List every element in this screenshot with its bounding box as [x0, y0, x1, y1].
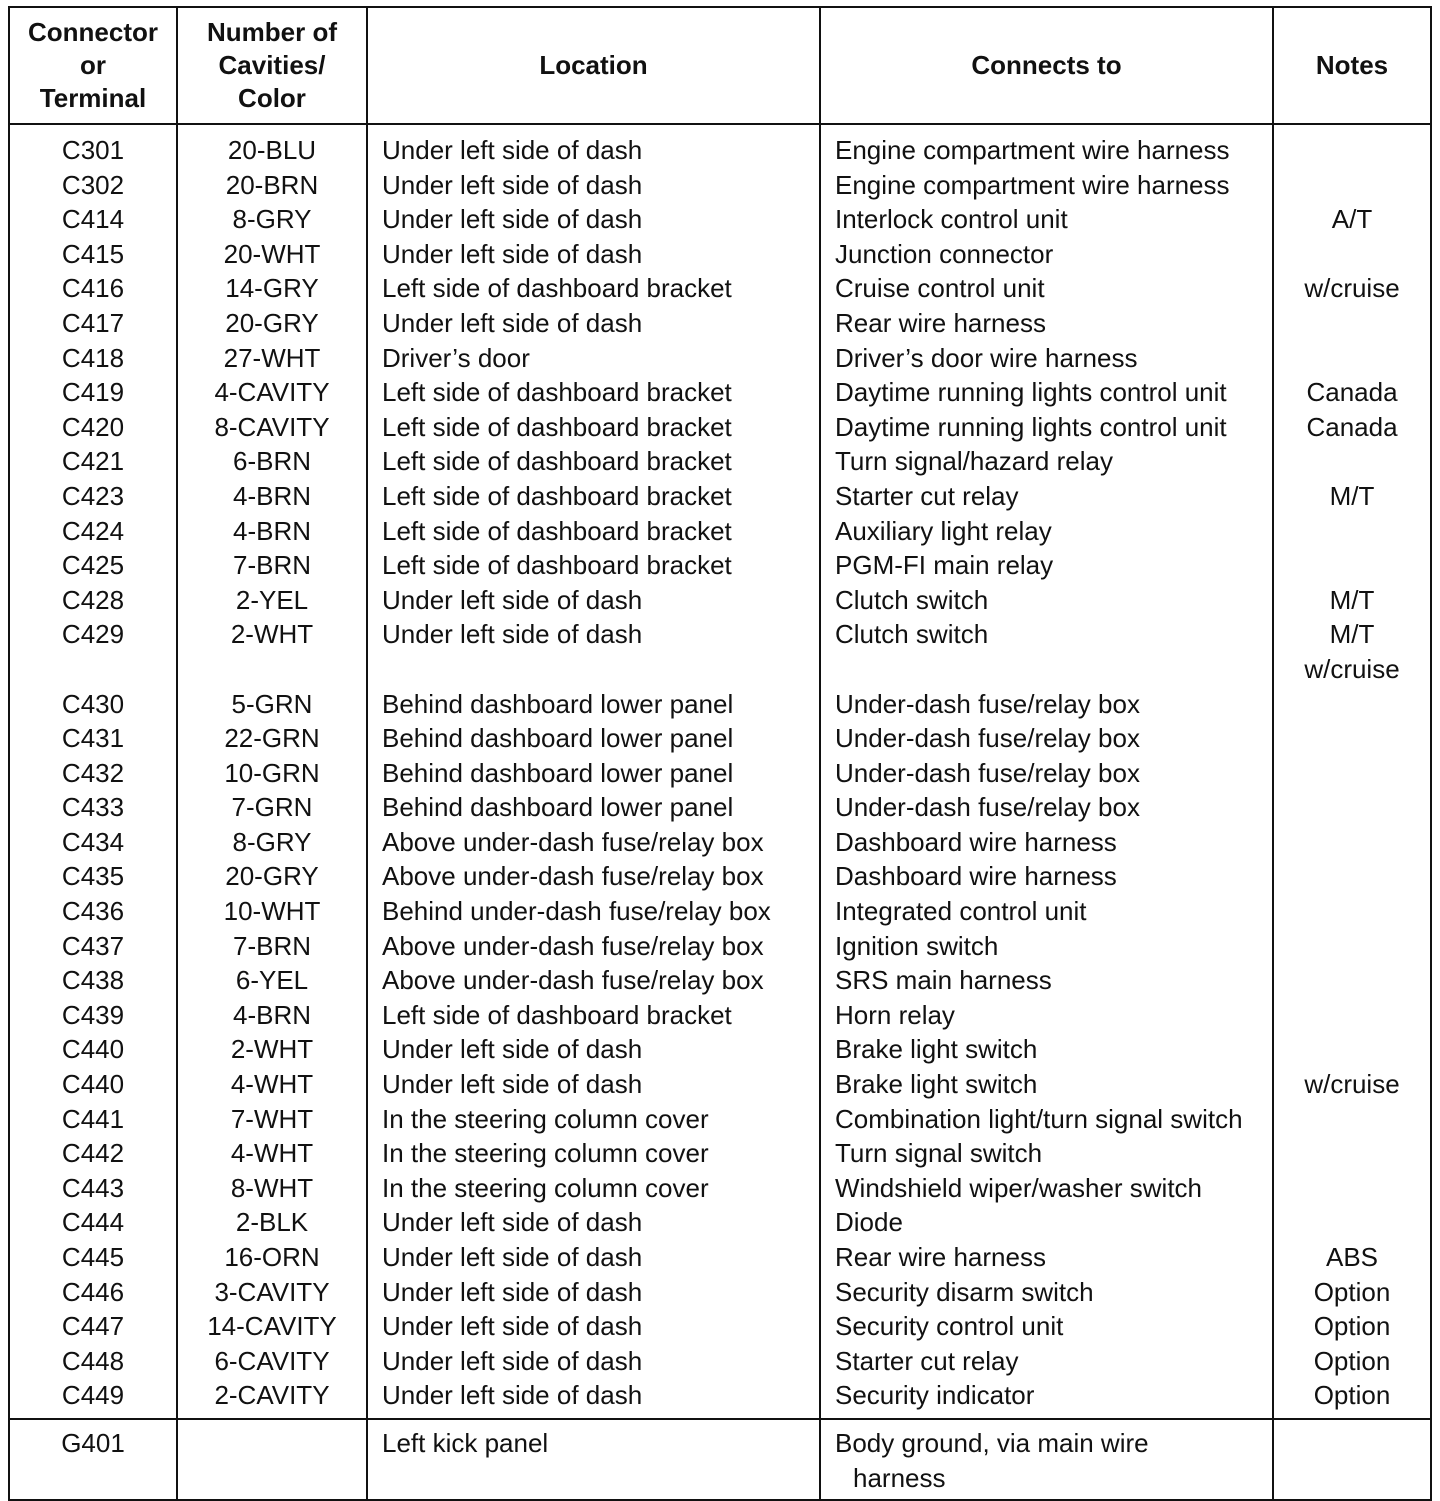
cell-cavities: 14-CAVITY	[177, 1309, 367, 1344]
cell-location: Left kick panel	[367, 1419, 820, 1500]
cell-connector: C442	[9, 1136, 177, 1171]
table-row	[9, 1275, 1431, 1310]
cell-connects-to: Clutch switch	[820, 583, 1273, 618]
cell-location: Under left side of dash	[367, 617, 820, 686]
table-row	[9, 1309, 1431, 1344]
cell-notes	[1273, 1136, 1431, 1171]
cell-location: Under left side of dash	[367, 1205, 820, 1240]
cell-connects-to: Windshield wiper/washer switch	[820, 1171, 1273, 1206]
cell-location: Under left side of dash	[367, 124, 820, 168]
cell-notes	[1273, 168, 1431, 203]
header-cavities: Number of Cavities/ Color	[177, 7, 367, 124]
cell-cavities: 20-WHT	[177, 237, 367, 272]
cell-connects-to: Junction connector	[820, 237, 1273, 272]
cell-connector: C425	[9, 548, 177, 583]
cell-cavities: 20-BRN	[177, 168, 367, 203]
cell-notes	[1273, 341, 1431, 376]
cell-connector: C432	[9, 756, 177, 791]
cell-connects-to: Under-dash fuse/relay box	[820, 756, 1273, 791]
cell-location: Under left side of dash	[367, 1275, 820, 1310]
cell-location: Above under-dash fuse/relay box	[367, 825, 820, 860]
cell-cavities: 2-BLK	[177, 1205, 367, 1240]
cell-cavities: 4-WHT	[177, 1136, 367, 1171]
cell-cavities: 10-WHT	[177, 894, 367, 929]
table-row	[9, 756, 1431, 791]
cell-connector: C438	[9, 963, 177, 998]
cell-connector: C437	[9, 929, 177, 964]
cell-connects-to: Auxiliary light relay	[820, 514, 1273, 549]
table-row	[9, 375, 1431, 410]
cell-connects-to: Under-dash fuse/relay box	[820, 790, 1273, 825]
cell-notes: M/T	[1273, 583, 1431, 618]
cell-cavities: 22-GRN	[177, 721, 367, 756]
table-row	[9, 124, 1431, 168]
cell-connector: C446	[9, 1275, 177, 1310]
table-header	[9, 7, 1431, 124]
cell-cavities: 4-BRN	[177, 514, 367, 549]
cell-notes	[1273, 756, 1431, 791]
cell-location: Under left side of dash	[367, 237, 820, 272]
cell-notes	[1273, 124, 1431, 168]
cell-connects-to: Clutch switch	[820, 617, 1273, 686]
cell-notes	[1273, 998, 1431, 1033]
table-row	[9, 341, 1431, 376]
cell-cavities: 20-GRY	[177, 306, 367, 341]
cell-notes	[1273, 1032, 1431, 1067]
cell-location: Behind dashboard lower panel	[367, 687, 820, 722]
notes-line-2: w/cruise	[1304, 653, 1400, 684]
cell-connects-to: Ignition switch	[820, 929, 1273, 964]
table-row	[9, 514, 1431, 549]
cell-connector: C421	[9, 444, 177, 479]
table-row-ground	[9, 1419, 1431, 1500]
cell-location: Left side of dashboard bracket	[367, 548, 820, 583]
table-row	[9, 929, 1431, 964]
cell-location: Left side of dashboard bracket	[367, 271, 820, 306]
cell-location: Under left side of dash	[367, 1067, 820, 1102]
cell-cavities: 4-WHT	[177, 1067, 367, 1102]
table-row	[9, 1171, 1431, 1206]
cell-connector: G401	[9, 1419, 177, 1500]
table-row	[9, 825, 1431, 860]
cell-connects-to: Integrated control unit	[820, 894, 1273, 929]
header-connector: Connector or Terminal	[9, 7, 177, 124]
cell-notes: Canada	[1273, 375, 1431, 410]
cell-connects-to: Security disarm switch	[820, 1275, 1273, 1310]
table-row	[9, 1102, 1431, 1137]
cell-location: Under left side of dash	[367, 1344, 820, 1379]
cell-cavities: 5-GRN	[177, 687, 367, 722]
cell-connects-to	[820, 1419, 1273, 1500]
cell-notes: w/cruise	[1273, 1067, 1431, 1102]
cell-notes	[1273, 444, 1431, 479]
cell-notes	[1273, 617, 1431, 686]
cell-notes: Option	[1273, 1275, 1431, 1310]
cell-connects-to: Rear wire harness	[820, 1240, 1273, 1275]
cell-notes: ABS	[1273, 1240, 1431, 1275]
cell-notes	[1273, 894, 1431, 929]
cell-connector: C434	[9, 825, 177, 860]
cell-connects-to: SRS main harness	[820, 963, 1273, 998]
cell-notes	[1273, 687, 1431, 722]
table-row	[9, 963, 1431, 998]
cell-connects-to: Under-dash fuse/relay box	[820, 721, 1273, 756]
cell-notes: w/cruise	[1273, 271, 1431, 306]
cell-cavities: 7-WHT	[177, 1102, 367, 1137]
table-row	[9, 202, 1431, 237]
page	[8, 6, 1430, 1492]
cell-connects-to: Turn signal switch	[820, 1136, 1273, 1171]
cell-notes	[1273, 1102, 1431, 1137]
cell-connector: C433	[9, 790, 177, 825]
cell-notes: M/T	[1273, 479, 1431, 514]
cell-connector: C448	[9, 1344, 177, 1379]
cell-location: Driver’s door	[367, 341, 820, 376]
table-row	[9, 583, 1431, 618]
cell-notes	[1273, 1205, 1431, 1240]
cell-notes	[1273, 963, 1431, 998]
table-row	[9, 237, 1431, 272]
cell-connects-to: Daytime running lights control unit	[820, 410, 1273, 445]
table-row	[9, 410, 1431, 445]
cell-connector: C302	[9, 168, 177, 203]
cell-connector: C431	[9, 721, 177, 756]
cell-notes	[1273, 790, 1431, 825]
cell-connector: C419	[9, 375, 177, 410]
table-row	[9, 790, 1431, 825]
connects-to-line-1: Body ground, via main wire	[835, 1427, 1149, 1458]
cell-cavities: 2-YEL	[177, 583, 367, 618]
cell-cavities: 7-BRN	[177, 929, 367, 964]
cell-connects-to: Under-dash fuse/relay box	[820, 687, 1273, 722]
cell-cavities: 10-GRN	[177, 756, 367, 791]
cell-location: Under left side of dash	[367, 202, 820, 237]
cell-notes: Option	[1273, 1378, 1431, 1419]
cell-notes	[1273, 859, 1431, 894]
cell-connector: C430	[9, 687, 177, 722]
table-body	[9, 124, 1431, 1419]
cell-cavities: 8-GRY	[177, 202, 367, 237]
table-footer	[9, 1419, 1431, 1500]
cell-connects-to: Brake light switch	[820, 1032, 1273, 1067]
header-location: Location	[367, 7, 820, 124]
cell-connects-to: Horn relay	[820, 998, 1273, 1033]
cell-connector: C436	[9, 894, 177, 929]
cell-connects-to: Diode	[820, 1205, 1273, 1240]
cell-connects-to: Rear wire harness	[820, 306, 1273, 341]
cell-cavities: 2-WHT	[177, 1032, 367, 1067]
cell-location: Left side of dashboard bracket	[367, 444, 820, 479]
table-row	[9, 444, 1431, 479]
cell-location: Left side of dashboard bracket	[367, 410, 820, 445]
cell-connector: C449	[9, 1378, 177, 1419]
cell-connector: C429	[9, 617, 177, 686]
cell-connector: C415	[9, 237, 177, 272]
cell-connects-to: Brake light switch	[820, 1067, 1273, 1102]
table-row	[9, 998, 1431, 1033]
cell-location: In the steering column cover	[367, 1102, 820, 1137]
cell-location: Under left side of dash	[367, 1032, 820, 1067]
cell-location: Above under-dash fuse/relay box	[367, 859, 820, 894]
table-row	[9, 1378, 1431, 1419]
cell-connects-to: Security control unit	[820, 1309, 1273, 1344]
cell-location: Behind under-dash fuse/relay box	[367, 894, 820, 929]
table-row	[9, 271, 1431, 306]
cell-cavities: 8-CAVITY	[177, 410, 367, 445]
cell-location: Behind dashboard lower panel	[367, 756, 820, 791]
cell-cavities: 20-GRY	[177, 859, 367, 894]
cell-connects-to: Interlock control unit	[820, 202, 1273, 237]
table-row	[9, 168, 1431, 203]
table-row	[9, 1240, 1431, 1275]
cell-connector: C435	[9, 859, 177, 894]
cell-connector: C440	[9, 1067, 177, 1102]
cell-notes	[1273, 237, 1431, 272]
table-row	[9, 894, 1431, 929]
table-row	[9, 479, 1431, 514]
cell-connector: C424	[9, 514, 177, 549]
cell-location: In the steering column cover	[367, 1171, 820, 1206]
cell-connector: C416	[9, 271, 177, 306]
cell-connector: C414	[9, 202, 177, 237]
cell-location: Under left side of dash	[367, 1240, 820, 1275]
table-row	[9, 687, 1431, 722]
cell-connects-to: PGM-FI main relay	[820, 548, 1273, 583]
table-row	[9, 548, 1431, 583]
cell-cavities: 6-YEL	[177, 963, 367, 998]
cell-location: Under left side of dash	[367, 1378, 820, 1419]
cell-notes	[1273, 1171, 1431, 1206]
cell-cavities: 8-WHT	[177, 1171, 367, 1206]
cell-connector: C428	[9, 583, 177, 618]
cell-cavities: 7-BRN	[177, 548, 367, 583]
cell-cavities: 27-WHT	[177, 341, 367, 376]
cell-connector: C301	[9, 124, 177, 168]
cell-location: Above under-dash fuse/relay box	[367, 963, 820, 998]
cell-location: Behind dashboard lower panel	[367, 721, 820, 756]
cell-notes	[1273, 721, 1431, 756]
cell-location: Behind dashboard lower panel	[367, 790, 820, 825]
header-connects-to: Connects to	[820, 7, 1273, 124]
cell-location: In the steering column cover	[367, 1136, 820, 1171]
cell-connects-to: Starter cut relay	[820, 479, 1273, 514]
cell-notes	[1273, 825, 1431, 860]
cell-notes: Canada	[1273, 410, 1431, 445]
table-row	[9, 1344, 1431, 1379]
cell-notes: A/T	[1273, 202, 1431, 237]
cell-cavities: 8-GRY	[177, 825, 367, 860]
cell-connects-to: Driver’s door wire harness	[820, 341, 1273, 376]
cell-location: Left side of dashboard bracket	[367, 375, 820, 410]
table-row	[9, 1032, 1431, 1067]
cell-notes	[1273, 929, 1431, 964]
cell-connects-to: Engine compartment wire harness	[820, 168, 1273, 203]
cell-connects-to: Turn signal/hazard relay	[820, 444, 1273, 479]
table-row	[9, 1067, 1431, 1102]
cell-location: Under left side of dash	[367, 1309, 820, 1344]
cell-connects-to: Combination light/turn signal switch	[820, 1102, 1273, 1137]
cell-connector: C417	[9, 306, 177, 341]
cell-cavities: 3-CAVITY	[177, 1275, 367, 1310]
cell-cavities: 4-BRN	[177, 998, 367, 1033]
cell-location: Under left side of dash	[367, 168, 820, 203]
cell-cavities: 4-BRN	[177, 479, 367, 514]
cell-cavities: 6-BRN	[177, 444, 367, 479]
header-notes: Notes	[1273, 7, 1431, 124]
cell-connector: C443	[9, 1171, 177, 1206]
cell-connector: C418	[9, 341, 177, 376]
cell-connects-to: Starter cut relay	[820, 1344, 1273, 1379]
connects-to-line-2: harness	[853, 1462, 946, 1493]
cell-cavities: 14-GRY	[177, 271, 367, 306]
cell-connector: C439	[9, 998, 177, 1033]
cell-notes: Option	[1273, 1344, 1431, 1379]
cell-cavities: 7-GRN	[177, 790, 367, 825]
cell-cavities	[177, 1419, 367, 1500]
table-row	[9, 617, 1431, 686]
cell-connector: C447	[9, 1309, 177, 1344]
cell-connects-to: Security indicator	[820, 1378, 1273, 1419]
cell-notes	[1273, 548, 1431, 583]
cell-notes	[1273, 514, 1431, 549]
cell-connects-to: Engine compartment wire harness	[820, 124, 1273, 168]
cell-cavities: 2-CAVITY	[177, 1378, 367, 1419]
cell-cavities: 20-BLU	[177, 124, 367, 168]
cell-location: Under left side of dash	[367, 583, 820, 618]
cell-location: Under left side of dash	[367, 306, 820, 341]
cell-connects-to: Daytime running lights control unit	[820, 375, 1273, 410]
cell-location: Left side of dashboard bracket	[367, 998, 820, 1033]
cell-cavities: 6-CAVITY	[177, 1344, 367, 1379]
cell-cavities: 2-WHT	[177, 617, 367, 686]
cell-connector: C440	[9, 1032, 177, 1067]
cell-connector: C423	[9, 479, 177, 514]
cell-location: Above under-dash fuse/relay box	[367, 929, 820, 964]
notes-line-1: M/T	[1329, 619, 1375, 650]
cell-notes	[1273, 1419, 1431, 1500]
table-row	[9, 306, 1431, 341]
table-row	[9, 1136, 1431, 1171]
cell-notes: Option	[1273, 1309, 1431, 1344]
cell-location: Left side of dashboard bracket	[367, 479, 820, 514]
cell-connects-to: Dashboard wire harness	[820, 825, 1273, 860]
cell-notes	[1273, 306, 1431, 341]
cell-connector: C420	[9, 410, 177, 445]
cell-connector: C441	[9, 1102, 177, 1137]
cell-cavities: 16-ORN	[177, 1240, 367, 1275]
cell-connector: C445	[9, 1240, 177, 1275]
table-row	[9, 721, 1431, 756]
connector-table	[8, 6, 1432, 1501]
table-row	[9, 1205, 1431, 1240]
table-row	[9, 859, 1431, 894]
cell-connects-to: Dashboard wire harness	[820, 859, 1273, 894]
cell-connector: C444	[9, 1205, 177, 1240]
cell-cavities: 4-CAVITY	[177, 375, 367, 410]
header-row	[9, 7, 1431, 124]
cell-location: Left side of dashboard bracket	[367, 514, 820, 549]
cell-connects-to: Cruise control unit	[820, 271, 1273, 306]
